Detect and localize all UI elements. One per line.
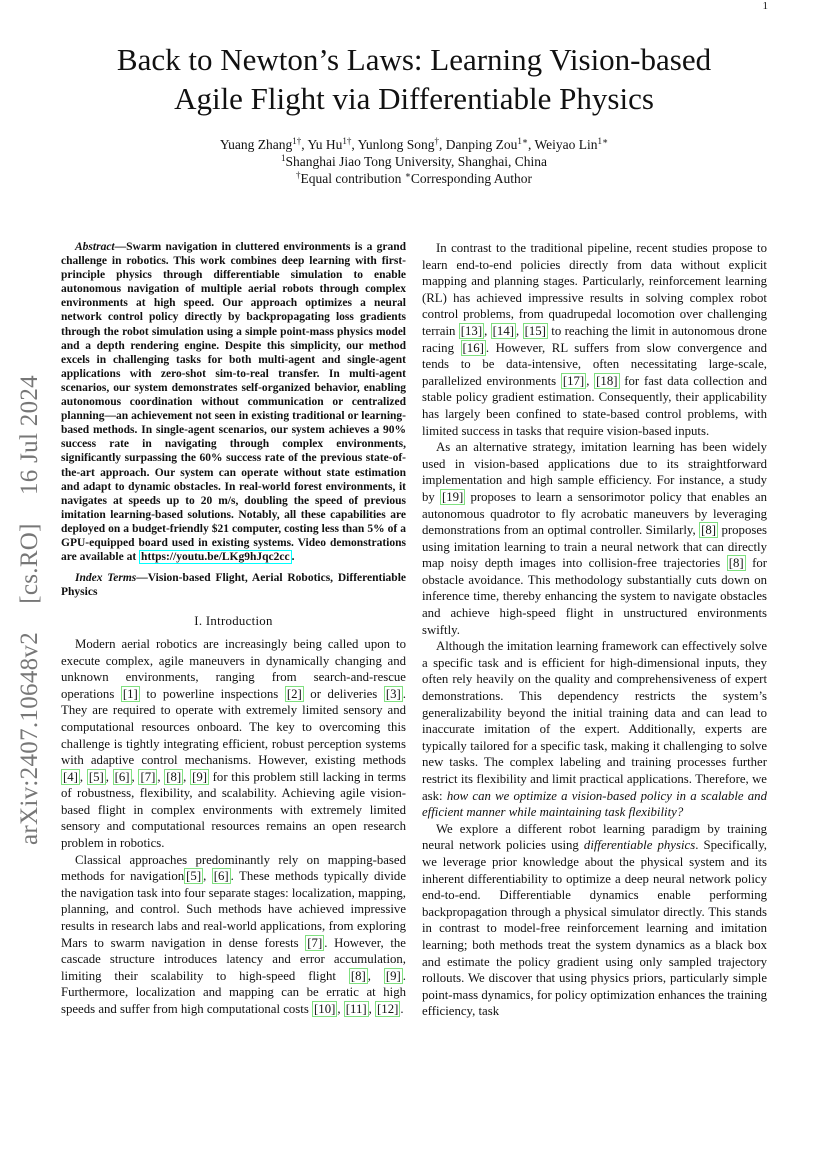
- citation-link[interactable]: [1]: [122, 686, 138, 701]
- emphasis-term: differentiable physics: [583, 838, 696, 853]
- intro-paragraph-4: As an alternative strategy, imitation learning has been widely used in vision-based applications due to its straightforward implementation and high sample efficiency. For instance, a study by [19] proposes to learn a sensorimotor policy that enables an autonomous quadrotor to fly acrobatic maneuvers by leveraging demonstrations from an optimal controller. Similarly, [8] proposes using imitation learning to train a neural network that can directly map noisy depth images into collision-free trajectories [8] for obstacle avoidance. This methodology substantially cuts down on inference time, thereby enhancing the system to navigate obstacles and achieve high-speed flight in unstructured environments swiftly.: [422, 440, 767, 637]
- page-number: 1: [762, 0, 768, 12]
- arxiv-stamp: [16, 375, 42, 845]
- contribution-note: [60, 170, 768, 187]
- citation-link[interactable]: [16]: [462, 340, 484, 355]
- citation-link[interactable]: [9]: [385, 968, 401, 983]
- author-mark: †: [434, 136, 439, 146]
- author-mark: 1†: [342, 136, 352, 146]
- citation-link[interactable]: [15]: [524, 323, 546, 338]
- citation-link[interactable]: [9]: [192, 769, 207, 784]
- citation-link[interactable]: [17]: [562, 373, 585, 388]
- author-mark: 1†: [292, 136, 302, 146]
- video-link[interactable]: https://youtu.be/LKg9hJqc2cc: [141, 551, 290, 564]
- citation-link[interactable]: [2]: [286, 686, 302, 701]
- index-terms-label: Index Terms: [75, 572, 137, 585]
- author-mark: 1∗: [517, 136, 528, 146]
- affiliation: [60, 153, 768, 170]
- intro-paragraph-2: Classical approaches predominantly rely on mapping-based methods for navigation [5] , [6] . These methods typically divide the navigation task into four separate stages: localization, mapping, planning, and control. Such methods have achieved impressive results in research labs and real-world applications, from exploring Mars to swarm navigation in dense forests [7] . However, the cascade structure introduces latency and error accumulation, limiting their scalability to high-speed flight [8] , [9] . Furthermore, localization and mapping can be erratic at high speeds and suffer from high computational costs [10] , [11] , [12] .: [61, 852, 407, 1016]
- left-column: [61, 240, 406, 1018]
- author-block: [60, 136, 768, 187]
- abstract-label: Abstract: [75, 241, 115, 253]
- citation-link[interactable]: [6]: [213, 869, 229, 884]
- citation-link[interactable]: [18]: [596, 373, 618, 388]
- citation-link[interactable]: [3]: [385, 686, 401, 701]
- author-name: , Danping Zou: [438, 137, 518, 152]
- citation-link[interactable]: [8]: [350, 968, 366, 983]
- citation-link[interactable]: [13]: [460, 323, 483, 338]
- citation-link[interactable]: [8]: [728, 556, 744, 571]
- title-line-1: Back to Newton’s Laws: Learning Vision-based: [116, 42, 712, 77]
- right-column: [422, 240, 767, 1020]
- citation-link[interactable]: [19]: [441, 489, 464, 504]
- index-terms: [61, 571, 406, 599]
- citation-link[interactable]: [4]: [63, 769, 78, 784]
- intro-paragraph-3: In contrast to the traditional pipeline, recent studies propose to learn end-to-end policies directly from data without explicit mapping and planning stages. Particularly, reinforcement learning (RL) has achieved impressive results in solving complex robot control problems, from quadrupedal locomotion over challenging terrain [13] , [14] , [15] to reaching the limit in autonomous drone racing [16] . However, RL suffers from slow convergence and tends to be data-intensive, often necessitating large-scale, parallelized environments [17] , [18] for fast data collection and stable policy gradient estimation. Consequently, their applicability has largely been confined to state-based control problems, with limited success in tasks that require vision-based inputs.: [422, 241, 767, 438]
- affiliation-mark: 1: [280, 153, 286, 163]
- index-terms-text: —Vision-based Flight, Aerial Robotics, Differentiable Physics: [61, 572, 407, 599]
- section-heading: I. Introduction: [194, 614, 273, 629]
- citation-link[interactable]: [12]: [377, 1002, 399, 1016]
- title-line-2: Agile Flight via Differentiable Physics: [174, 81, 654, 116]
- arxiv-id: arXiv:2407.10648v2: [16, 631, 43, 845]
- citation-link[interactable]: [8]: [166, 769, 182, 784]
- citation-link[interactable]: [7]: [307, 935, 323, 950]
- intro-paragraph-1: Modern aerial robotics are increasingly being called upon to execute complex, agile maneuvers in dynamically changing and unknown environments, ranging from search-and-rescue operations [1] to powerline inspections [2] or deliveries [3] . They are required to operate with extremely limited sensory and computational resources onboard. The key to overcoming this challenge is tightly integrating efficient, robust perception systems with adaptive control mechanisms. However, existing methods [4] , [5] , [6] , [7] , [8] , [9] for this problem still lacking in terms of robustness, flexibility, and scalability. Achieving agile vision-based flight in complex environments with extremely limited sensory and computational resources remains an open research problem in robotics.: [61, 636, 407, 851]
- author-name: , Yu Hu: [301, 137, 343, 152]
- citation-link[interactable]: [5]: [88, 769, 104, 784]
- author-name: , Yunlong Song: [351, 137, 435, 152]
- author-name: , Weiyao Lin: [527, 137, 598, 152]
- affiliation-text: Shanghai Jiao Tong University, Shanghai, China: [285, 154, 548, 169]
- star-mark: ∗: [404, 170, 411, 180]
- intro-paragraph-5: Although the imitation learning framework can effectively solve a specific task and is efficient for high-dimensional inputs, they often rely heavily on the quality and comprehensiveness of expert demonstrations. This dependency restricts the system’s generalizability beyond the initial training data and can lead to inaccurate imitation of the expert. Additionally, experts are typically tailored for a specific task, making it challenging to solve new tasks. The complex labeling and training processes further restrict its flexibility and limit practical applications. Therefore, we ask: how can we optimize a vision-based policy in a scalable and efficient manner while maintaining task flexibility?: [422, 639, 767, 820]
- citation-link[interactable]: [11]: [345, 1002, 367, 1016]
- citation-link[interactable]: [7]: [140, 769, 156, 784]
- author-list: [60, 136, 768, 153]
- research-question: how can we optimize a vision-based policy in a scalable and efficient manner while maintaining task flexibility?: [422, 788, 767, 820]
- intro-paragraph-6: We explore a different robot learning paradigm by training neural network policies using differentiable physics. Specifically, we leverage prior knowledge about the physical system and its inherent differentiability to optimize a deep neural network policy end-to-end. Differentiable dynamics enable performing backpropagation through a physical simulator directly. This stands in contrast to model-free reinforcement learning and imitation learning; both methods treat the system dynamics as a black box and estimate the policy gradient using only sampled trajectory rollouts. We discover that using physics priors, particularly simple point-mass dynamics, for policy optimization enhances the training efficiency, task: [422, 821, 767, 1019]
- abstract: Abstract—Swarm navigation in cluttered environments is a grand challenge in robotics. This work combines deep learning with first-principle physics through differentiable simulation to enable autonomous navigation of multiple aerial robots through complex environments at high speed. Our approach optimizes a neural network control policy directly by backpropagating loss gradients through the robot simulation using a simple point-mass physics model and a depth rendering engine. Despite this simplicity, our method excels in challenging tasks for both multi-agent and single-agent applications with zero-shot sim-to-real transfer. In multi-agent scenarios, our system demonstrates self-organized behavior, enabling autonomous coordination without communication or centralized planning—an achievement not seen in existing traditional or learning-based methods. In single-agent scenarios, our system achieves a 90% success rate in navigating through complex environments, significantly surpassing the 60% success rate of the previous state-of-the-art approach. Our system can operate without state estimation and adapt to dynamic obstacles. In real-world forest environments, it navigates at speeds up to 20 m/s, doubling the speed of previous imitation learning-based solutions. Notably, all these capabilities are deployed on a budget-friendly $21 computer, costing less than 5% of a GPU-equipped board used in existing systems. Video demonstrations are available at https://youtu.be/LKg9hJqc2cc .: [61, 241, 406, 564]
- citation-link[interactable]: [5]: [186, 869, 202, 884]
- citation-link[interactable]: [8]: [701, 523, 717, 538]
- corresponding-author-text: Corresponding Author: [410, 171, 532, 186]
- equal-contribution-text: Equal contribution: [300, 171, 405, 186]
- arxiv-category: [cs.RO]: [16, 523, 43, 604]
- abstract-text: —Swarm navigation in cluttered environments is a grand challenge in robotics. This work combines deep learning with first-principle physics through differentiable simulation to enable autonomous navigation of multiple aerial robots through complex environments at high speed. Our approach optimizes a neural network control policy directly by backpropagating loss gradients through the robot simulation using a simple point-mass physics model and a depth rendering engine. Despite this simplicity, our method excels in challenging tasks for both multi-agent and single-agent applications with zero-shot sim-to-real transfer. In multi-agent scenarios, our system demonstrates self-organized behavior, enabling autonomous coordination without communication or centralized planning—an achievement not seen in existing traditional or learning-based methods. In single-agent scenarios, our system achieves a 90% success rate in navigating through complex environments, significantly surpassing the 60% success rate of the previous state-of-the-art approach. Our system can operate without state estimation and adapt to dynamic obstacles. In real-world forest environments, it navigates at speeds up to 20 m/s, doubling the speed of previous imitation learning-based solutions. Notably, all these capabilities are deployed on a budget-friendly $21 computer, costing less than 5% of a GPU-equipped board used in existing systems. Video demonstrations are available at: [61, 241, 406, 564]
- paper-title: [60, 40, 768, 118]
- citation-link[interactable]: [14]: [492, 323, 514, 338]
- citation-link[interactable]: [6]: [114, 769, 130, 784]
- arxiv-date: 16 Jul 2024: [16, 375, 43, 495]
- author-mark: 1∗: [597, 136, 609, 146]
- dagger-mark: †: [296, 170, 301, 180]
- citation-link[interactable]: [10]: [314, 1002, 336, 1016]
- author-name: Yuang Zhang: [219, 137, 293, 152]
